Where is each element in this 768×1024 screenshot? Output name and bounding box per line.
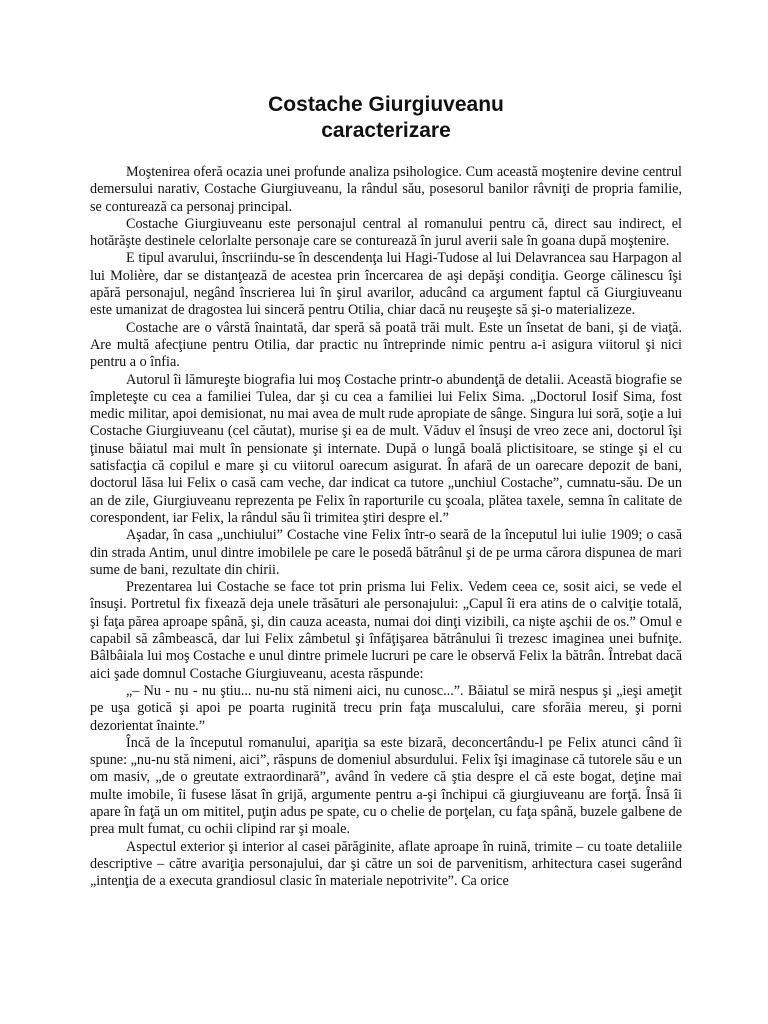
paragraph: Prezentarea lui Costache se face tot prin prisma lui Felix. Vedem ceea ce, sosit aici, se vede el însuşi. Portretul fix fixează deja unele trăsături ale personajului: „Capul îi era atins de o calviţie totală, şi faţa părea aproape spână, şi, din cauza aceasta, numai doi dinţi vizibili, ca nişte aşchii de os.” Omul e capabil să zâmbească, dar lui Felix zâmbetul şi înfăţişarea bătrânului îi trezesc imaginea unei bufniţe. Bâlbâiala lui moş Costache e unul dintre primele lucruri pe care le observă Felix la bătrân. Întrebat dacă aici şade domnul Costache Giurgiuveanu, acesta răspunde: bbox=[90, 579, 682, 682]
paragraph: Costache Giurgiuveanu este personajul central al romanului pentru că, direct sau indirect, el hotărăşte destinele celorlalte personaje care se conturează în jurul averii sale în goana după moştenire. bbox=[90, 215, 682, 250]
title-line-1: Costache Giurgiuveanu bbox=[268, 93, 504, 116]
title-line-2: caracterizare bbox=[321, 119, 451, 142]
paragraph: „– Nu - nu - nu ştiu... nu-nu stă nimeni aici, nu cunosc...”. Băiatul se miră nespus şi „ieşi ameţit pe uşa gotică şi apoi pe poarta ruginită trecu prin faţa muscalului, care sforăia mereu, şi porni dezorientat înainte.” bbox=[90, 682, 682, 734]
document-body bbox=[90, 164, 682, 890]
paragraph: Aspectul exterior şi interior al casei părăginite, aflate aproape în ruină, trimite – cu toate detaliile descriptive – către avariţia personajului, dar şi către un soi de parvenitism, arhitectura casei sugerând „intenţia de a executa grandiosul clasic în materiale nepotrivite”. Ca orice bbox=[90, 838, 682, 890]
paragraph: Aşadar, în casa „unchiului” Costache vine Felix într-o seară de la începutul lui iulie 1909; o casă din strada Antim, unul dintre imobilele pe care le posedă bătrânul şi de pe urma cărora dispunea de mari sume de bani, rezultate din chirii. bbox=[90, 527, 682, 578]
paragraph: Moştenirea oferă ocazia unei profunde analiza psihologice. Cum această moştenire devine centrul demersului narativ, Costache Giurgiuveanu, la rândul său, posesorul banilor râvniţi de propria familie, se conturează ca personaj principal. bbox=[90, 164, 682, 215]
paragraph: Costache are o vârstă înaintată, dar speră să poată trăi mult. Este un însetat de bani, şi de viaţă. Are multă afecţiune pentru Otilia, dar practic nu întreprinde nimic pentru a-i asigura viitorul şi nici pentru a o înfia. bbox=[90, 319, 682, 371]
paragraph: Încă de la începutul romanului, apariţia sa este bizară, deconcertându-l pe Felix atunci când îi spune: „nu-nu stă nimeni, aici”, răspuns de domeniul absurdului. Felix îşi imaginase că tutorele său e un om masiv, „de o greutate extraordinară”, având în vedere că ştia despre el că este bogat, deţine mai multe imobile, îi fusese lăsat în grijă, argumente pentru a-şi închipui că giurgiuveanu are forţă. Însă îi apare în faţă un om mititel, puţin adus pe spate, cu o chelie de porţelan, cu faţa spână, buzele galbene de prea mult fumat, cu ochii clipind rar şi moale. bbox=[90, 734, 682, 838]
paragraph: E tipul avarului, înscriindu-se în descendenţa lui Hagi-Tudose al lui Delavrancea sau Harpagon al lui Molière, dar se distanţează de acestea prin încercarea de aşi depăşi condiţia. George călinescu îşi apără personajul, negând înscrierea lui în şirul avarilor, aducând ca argument faptul că Giurgiuveanu este umanizat de dragostea lui sinceră pentru Otilia, chiar dacă nu reuşeşte să şi-o materializeze. bbox=[90, 250, 682, 319]
document-title bbox=[90, 92, 682, 144]
paragraph: Autorul îi lămureşte biografia lui moş Costache printr-o abundenţă de detalii. Această biografie se împleteşte cu cea a familiei Tulea, dar şi cu cea a familiei lui Felix Sima. „Doctorul Iosif Sima, fost medic militar, apoi demisionat, nu mai avea de mult rude apropiate de sânge. Singura lui soră, soţie a lui Costache Giurgiuveanu (cel căutat), murise şi ea de mult. Văduv el însuşi de vreo zece ani, doctorul îşi ţinuse băiatul mai mult în pensionate şi internate. După o lungă boală plictisitoare, se stinge şi el cu satisfacţia că copilul e mare şi cu viitorul oarecum asigurat. În afară de un oarecare depozit de bani, doctorul lăsa lui Felix o casă cam veche, dar indicat ca tutore „unchiul Costache”, cumnatu-său. De un an de zile, Giurgiuveanu reprezenta pe Felix în raporturile cu şcoala, plătea taxele, semna în calitate de corespondent, iar Felix, la rândul său îi trimitea ştiri despre el.” bbox=[90, 371, 683, 526]
